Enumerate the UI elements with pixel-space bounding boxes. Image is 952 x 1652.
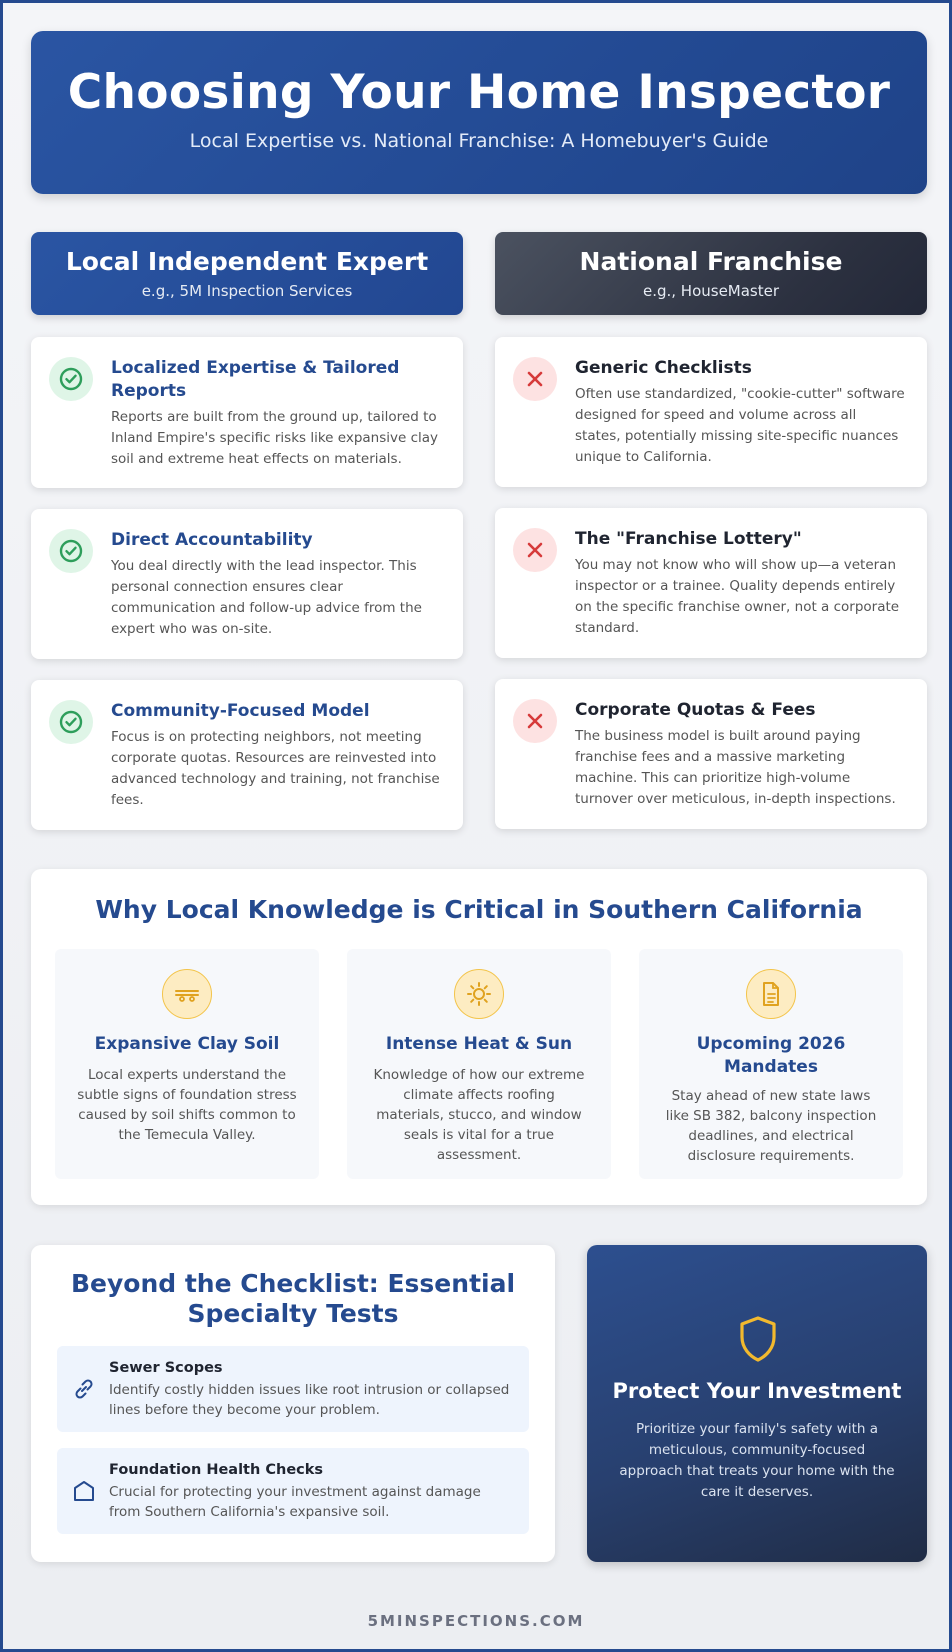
- national-column-header: [495, 232, 927, 315]
- protect-investment-panel: [587, 1245, 927, 1562]
- test-title: Sewer Scopes: [109, 1360, 223, 1376]
- card-title: Generic Checklists: [575, 358, 752, 378]
- local-card: [31, 509, 463, 659]
- card-body: The business model is built around paying franchise fees and a massive marketing machine. This can prioritize high-volume turnover over meticulous, in-depth inspections.: [575, 728, 896, 807]
- national-card: [495, 508, 927, 658]
- card-title: Direct Accountability: [111, 530, 313, 550]
- protect-title: Protect Your Investment: [612, 1379, 902, 1403]
- check-icon: [49, 529, 93, 573]
- why-local-section: [31, 869, 927, 1205]
- national-column-title: National Franchise: [579, 247, 843, 276]
- mandates-tile: [639, 949, 903, 1179]
- document-icon: [746, 969, 796, 1019]
- local-column-title: Local Independent Expert: [65, 247, 429, 276]
- protect-body: Prioritize your family's safety with a meticulous, community-focused approach that treats your home with the care it deserves.: [619, 1421, 895, 1500]
- link-icon: [71, 1376, 97, 1402]
- local-card: [31, 680, 463, 830]
- card-title: Community-Focused Model: [111, 701, 370, 721]
- card-title: The "Franchise Lottery": [575, 529, 802, 549]
- page-subtitle: Local Expertise vs. National Franchise: A Homebuyer's Guide: [189, 130, 769, 152]
- card-title: Localized Expertise & Tailored Reports: [111, 358, 400, 401]
- footer-website[interactable]: 5MINSPECTIONS.COM: [367, 1612, 585, 1630]
- cross-icon: [513, 699, 557, 743]
- sewer-scope-item: [57, 1346, 529, 1432]
- check-icon: [49, 700, 93, 744]
- section-title: Beyond the Checklist: Essential Specialty Tests: [70, 1269, 516, 1328]
- card-body: Reports are built from the ground up, tailored to Inland Empire's specific risks like expansive clay soil and extreme heat effects on materials.: [111, 409, 439, 467]
- soil-icon: [162, 969, 212, 1019]
- card-body: Focus is on protecting neighbors, not meeting corporate quotas. Resources are reinvested into advanced technology and training, not franchise fees.: [111, 729, 440, 808]
- soil-tile: [55, 949, 319, 1179]
- card-body: You may not know who will show up—a veteran inspector or a trainee. Quality depends entirely on the specific franchise owner, not a corporate standard.: [575, 557, 900, 636]
- card-body: You deal directly with the lead inspector. This personal connection ensures clear communication and follow-up advice from the expert who was on-site.: [111, 558, 422, 637]
- local-column-example: e.g., 5M Inspection Services: [141, 282, 353, 300]
- test-body: Crucial for protecting your investment against damage from Southern California's expansive soil.: [109, 1484, 481, 1520]
- heat-tile: [347, 949, 611, 1179]
- national-column-example: e.g., HouseMaster: [642, 282, 780, 300]
- local-card: [31, 337, 463, 488]
- tile-title: Intense Heat & Sun: [385, 1034, 573, 1054]
- national-card: [495, 679, 927, 829]
- test-body: Identify costly hidden issues like root intrusion or collapsed lines before they become your problem.: [109, 1382, 510, 1418]
- test-title: Foundation Health Checks: [109, 1462, 324, 1478]
- foundation-check-item: [57, 1448, 529, 1534]
- tile-title: Expansive Clay Soil: [94, 1034, 280, 1054]
- house-icon: [71, 1478, 97, 1504]
- specialty-tests-section: [31, 1245, 555, 1562]
- local-column-header: [31, 232, 463, 315]
- national-card: [495, 337, 927, 487]
- section-title: Why Local Knowledge is Critical in Southern California: [95, 895, 863, 924]
- shield-icon: [737, 1315, 779, 1363]
- tile-title: Upcoming 2026 Mandates: [696, 1034, 846, 1077]
- sun-icon: [454, 969, 504, 1019]
- cross-icon: [513, 528, 557, 572]
- tile-body: Knowledge of how our extreme climate affects roofing materials, stucco, and window seals is vital for a true assessment.: [373, 1067, 585, 1163]
- card-body: Often use standardized, "cookie-cutter" software designed for speed and volume across all states, potentially missing site-specific nuances unique to California.: [575, 386, 905, 465]
- tile-body: Stay ahead of new state laws like SB 382, balcony inspection deadlines, and electrical disclosure requirements.: [665, 1088, 877, 1164]
- hero-banner: [31, 31, 927, 194]
- cross-icon: [513, 357, 557, 401]
- check-icon: [49, 357, 93, 401]
- tile-body: Local experts understand the subtle signs of foundation stress caused by soil shifts common to the Temecula Valley.: [77, 1067, 297, 1143]
- page-title: Choosing Your Home Inspector: [67, 65, 891, 120]
- card-title: Corporate Quotas & Fees: [575, 700, 816, 720]
